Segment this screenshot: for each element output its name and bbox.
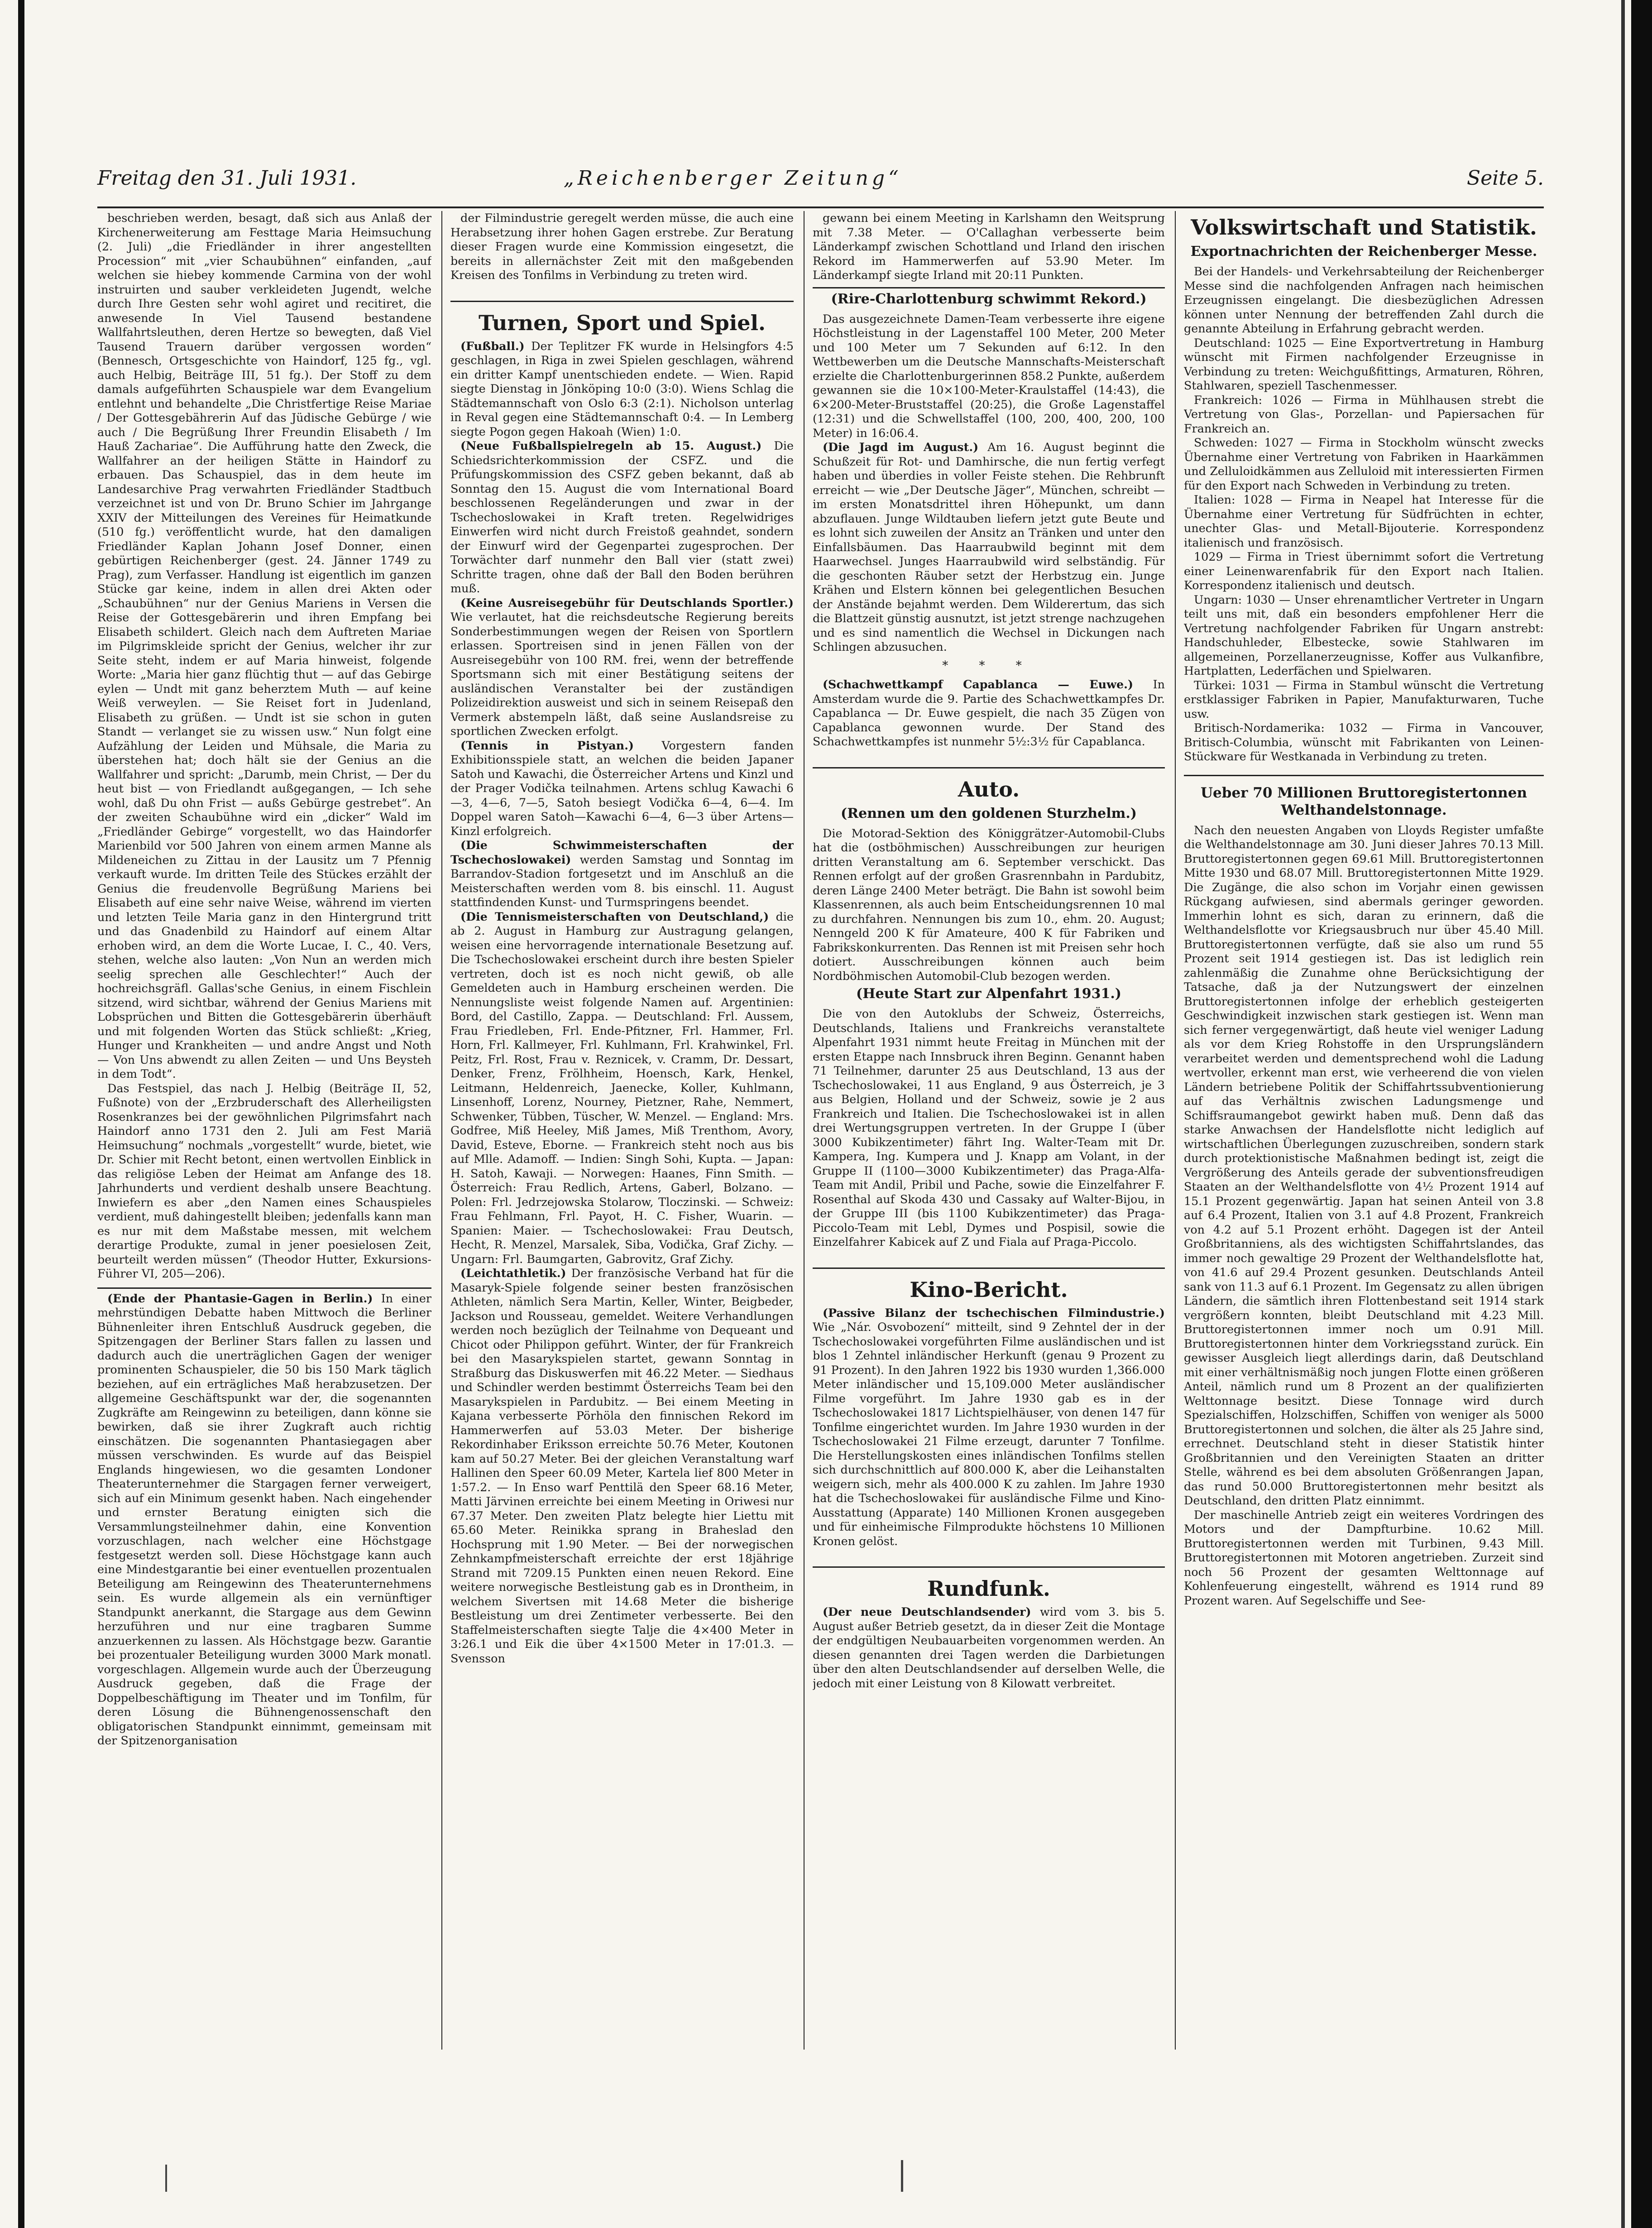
header-page-number: Seite 5. (1467, 167, 1544, 190)
scan-mark (165, 2165, 167, 2192)
section-heading-kino: Kino-Bericht. (813, 1268, 1165, 1302)
article-title: Ueber 70 Millionen Bruttoregistertonnen Welthandelstonnage. (1184, 775, 1544, 819)
article-paragraph (450, 339, 794, 439)
separator-stars: * * * (942, 658, 1035, 672)
article-text: Die Schiedsrichterkommission der CSFZ. und die Prüfungskommission des CSFZ geben bekannt, daß ab Sonntag den 15. August die vom International Board beschlossenen Regeländerungen und zwar in der Tschechoslowakei in Kraft treten. Regelwidriges Einwerfen wird nicht durch Freistoß geahndet, sondern der Einwurf wird der Gegenpartei zugesprochen. Der Torwächter darf nunmehr den Ball vier (statt zwei) Schritte tragen, ohne daß der Ball den Boden berühren muß. (450, 439, 794, 595)
article-paragraph (450, 439, 794, 596)
article-divider (813, 287, 1165, 288)
article-text: Der maschinelle Antrieb zeigt ein weiteres Vordringen des Motors und der Dampfturbine. 10.62 Mill. Bruttoregistertonnen werden mit Turbinen, 9.43 Mill. Bruttoregistertonnen mit Motoren angetrieben. Zurzeit sind noch 56 Prozent der gesamten Welttonnage auf Kohlenfeuerung eingestellt, während es 1914 rund 89 Prozent waren. Auf Segelschiffe und See- (1184, 1508, 1544, 1607)
article-title: (Passive Bilanz der tschechischen Filmindustrie.) (823, 1306, 1165, 1320)
article-text: Das Festspiel, das nach J. Helbig (Beiträge II, 52, Fußnote) von der „Erzbruderschaft des Allerheiligsten Rosenkranzes bei der gewöhnlichen Pilgrimsfahrt nach Haindorf anno 1731 den 2. Juli am Fest Mariä Heimsuchung“ nochmals „vorgestellt“ wurde, bietet, wie Dr. Schier mit Recht betont, einen wertvollen Einblick in das religiöse Leben der Heimat am Anfange des 18. Jahrhunderts und verdient deshalb unsere Beachtung. Inwiefern es aber „den Namen eines Schauspieles verdient, muß dahingestellt bleiben; jedenfalls kann man es nur mit dem Maßstabe messen, mit welchem derartige Produkte, zumal in jener poesielosen Zeit, beurteilt werden müssen“ (Theodor Hutter, Exkursions-Führer VI, 205—206). (97, 1081, 431, 1280)
article-title: (Heute Start zur Alpenfahrt 1931.) (856, 986, 1121, 1002)
article-title: (Schachwettkampf Capablanca — Euwe.) (823, 677, 1133, 691)
article-title: (Die Schwimmeisterschaften der Tschechoslowakei) (450, 838, 794, 866)
section-heading-sport: Turnen, Sport und Spiel. (450, 301, 794, 336)
article-title: (Fußball.) (460, 339, 525, 353)
header-rule (97, 206, 1544, 208)
article-text: der Filmindustrie geregelt werden müsse, die auch eine Herabsetzung ihrer hohen Gagen erstrebe. Zur Beratung dieser Fragen wurde eine Kommission eingesetzt, die bereits in allernächster Zeit mit den maßgebenden Kreisen des Tonfilms in Verbindung zu treten wird. (450, 211, 794, 282)
article-text: Der französische Verband hat für die Masaryk-Spiele folgende seiner besten französischen Athleten, nämlich Sera Martin, Keller, Winter, Beigbeder, Jackson und Rousseau, gemeldet. Weitere Verhandlungen werden noch bezüglich der Teilnahme von Dequeant und Chicot oder Philippon geführt. Winter, der für Frankreich bei den Masarykspielen startet, gewann Sonntag in Straßburg das Diskuswerfen mit 46.22 Meter. — Siedhaus und Schindler werden bestimmt Österreichs Team bei den Masarykspielen in Pardubitz. — Bei einem Meeting in Kajana verbesserte Pörhöla den finnischen Rekord im Hammerwerfen auf 53.03 Meter. Der bisherige Rekordinhaber Eriksson erreichte 50.76 Meter, Koutonen kam auf 50.27 Meter. Bei der gleichen Veranstaltung warf Hallinen den Speer 60.09 Meter, Kartela lief 800 Meter in 1:57.2. — In Enso warf Penttilä den Speer 68.16 Meter, Matti Järvinen erreichte bei einem Meeting in Oriwesi nur 67.37 Meter. Den zweiten Platz belegte hier Liettu mit 65.60 Meter. Reinikka sprang in Braheslad den Hochsprung mit 1.90 Meter. — Bei der norwegischen Zehnkampfmeisterschaft erreichte der erst 18jährige Strand mit 7209.15 Punkten einen neuen Rekord. Eine weitere norwegische Bestleistung gab es in Drontheim, in welchem Sivertsen mit 14.68 Meter die bisherige Bestleistung um drei Zentimeter verbesserte. Bei den Staffelmeisterschaften siegte Talje die 4×400 Meter in 3:26.1 und Eik die über 4×1500 Meter in 17:01.3. — Svensson (450, 1266, 794, 1665)
article-text: In Amsterdam wurde die 9. Partie des Schachwettkampfes Dr. Capablanca — Dr. Euwe gespielt, die nach 35 Zügen von Capablanca gewonnen wurde. Der Stand des Schachwettkampfes ist nunmehr 5½:3½ für Capablanca. (813, 677, 1165, 748)
scan-border-right-inner (1621, 0, 1625, 2228)
article-title: (Der neue Deutschlandsender) (823, 1605, 1031, 1618)
article-text: die ab 2. August in Hamburg zur Austragung gelangen, weisen eine hervorragende internationale Besetzung auf. Die Tschechoslowakei erscheint durch ihre besten Spieler vertreten, doch ist es noch nicht gewiß, ob alle Gemeldeten auch in Hamburg erscheinen werden. Die Nennungsliste weist folgende Namen auf. Argentinien: Bord, del Castillo, Zappa. — Deutschland: Frl. Aussem, Frau Friedleben, Frl. Ende-Pfitzner, Frl. Hammer, Frl. Horn, Frl. Kallmeyer, Frl. Kuhlmann, Frl. Krahwinkel, Frl. Peitz, Frl. Rost, Frau v. Reznicek, v. Cramm, Dr. Dessart, Denker, Frenz, Frölhheim, Hoensch, Kark, Henkel, Leitmann, Heldenreich, Jaenecke, Koller, Kuhlmann, Linsenhoff, Lorenz, Nourney, Pietzner, Rahe, Nemmert, Schwenker, Tübben, Tüscher, W. Menzel. — England: Mrs. Godfree, Miß Heeley, Miß James, Miß Trenthom, Avory, David, Esteve, Eborne. — Frankreich steht noch aus bis auf Mlle. Adamoff. — Indien: Singh Sohi, Kupta. — Japan: H. Satoh, Kawaji. — Norwegen: Haanes, Finn Smith. — Österreich: Frau Redlich, Artens, Gaberl, Bolzano. — Polen: Frl. Jedrzejowska Stolarow, Tloczinski. — Schweiz: Frau Fehlmann, Frl. Payot, H. C. Fisher, Wuarin. — Spanien: Maier. — Tschechoslowakei: Frau Deutsch, Hecht, R. Menzel, Marsalek, Siba, Vodička, Graf Zichy. — Ungarn: Frl. Baumgarten, Gabrovitz, Graf Zichy. (450, 909, 794, 1266)
article-title: (Leichtathletik.) (460, 1266, 566, 1280)
page-header (97, 167, 1544, 205)
article-paragraph (813, 677, 1165, 749)
article-text: Vorgestern fanden Exhibitionsspiele statt, an welchen die beiden Japaner Satoh und Kawachi, die Österreicher Artens und Kinzl und der Prager Vodička teilnahmen. Artens schlug Kawachi 6—3, 4—6, 7—5, Satoh besiegt Vodička 6—4, 6—4. Im Doppel waren Satoh—Kawachi 6—4, 6—3 über Artens—Kinzl erfolgreich. (450, 738, 794, 838)
article-title: (Rennen um den goldenen Sturzhelm.) (841, 805, 1137, 821)
article-text: Die von den Autoklubs der Schweiz, Österreichs, Deutschlands, Italiens und Frankreichs veranstaltete Alpenfahrt 1931 nimmt heute Freitag in München mit der ersten Etappe nach Innsbruck ihren Beginn. Genannt haben 71 Teilnehmer, darunter 25 aus Deutschland, 13 aus der Tschechoslowakei, 11 aus England, 9 aus Österreich, je 3 aus Belgien, Holland und der Schweiz, sowie je 2 aus Frankreich und Italien. Die Tschechoslowakei ist in allen drei Wertungsgruppen vertreten. In der Gruppe I (über 3000 Kubikzentimeter) fährt Ing. Walter-Team mit Dr. Kampera, Ing. Kumpera und J. Knapp am Volant, in der Gruppe II (1100—3000 Kubikzentimeter) das Praga-Alfa-Team mit Andil, Pribil und Pache, sowie die Einzelfahrer F. Rosenthal auf Skoda 430 und Cassaky auf Walter-Bijou, in der Gruppe III (bis 1100 Kubikzentimeter) das Praga-Piccolo-Team mit Lebl, Dymes und Pospisil, sowie die Einzelfahrer Kabicek auf Z und Fiala auf Praga-Piccolo. (813, 1007, 1165, 1248)
article-title: Exportnachrichten der Reichenberger Messe. (1190, 244, 1537, 259)
scan-border-right (1631, 0, 1652, 2228)
article-paragraph (813, 1605, 1165, 1690)
header-masthead: „Reichenberger Zeitung“ (564, 167, 902, 190)
article-text: Schweden: 1027 — Firma in Stockholm wünscht zwecks Übernahme einer Vertretung von Fabriken in Haarkämmen und Zelluloidkämmen aus Zelluloid mit interessierten Firmen für den Export nach Schweden in Verbindung zu treten. (1184, 436, 1544, 492)
article-title: (Ende der Phantasie-Gagen in Berlin.) (107, 1291, 373, 1305)
article-divider (97, 1287, 431, 1289)
column-rule (441, 211, 442, 2050)
article-title: (Neue Fußballspielregeln ab 15. August.) (460, 439, 762, 452)
article-paragraph (813, 1306, 1165, 1549)
article-text: beschrieben werden, besagt, daß sich aus Anlaß der Kirchenerweiterung am Festtage Maria Heimsuchung (2. Juli) „die Friedländer in ihrer angestellten Procession“ mit „vier Schaubühnen“ einfanden, „auf welchen sie hiebey kommende Carmina von der wohl instruirten und sauber verkleideten Jugendt, welche durch Ihre Gesten sehr wohl agiret und recitiret, die anwesende In Viel Tausend bestandene Wallfahrtsleuthen, deren Hertze so bewegten, daß Viel Tausend Trauern darüber vergossen worden“ (Bennesch, Ortsgeschichte von Haindorf, 125 fg., vgl. auch Helbig, Beiträge III, 51 fg.). Der Stoff zu dem damals aufgeführten Schauspiele war dem Evangelium entlehnt und behandelte „Die Christfertige Reise Mariae / Der Gottesgebährerin Auf das Jüdische Gebürge / wie auch / Die Begrüßung Ihrer Freundin Elisabeth / Im Hauß Zachariae“. Die Aufführung hatte den Zweck, die Wallfahrer an der heiligen Stätte in Haindorf zu erbauen. Das Schauspiel, das in dem heute im Landesarchive Prag verwahrten Friedländer Stadtbuch verzeichnet ist und von Dr. Bruno Schier im Jahrgange XXIV der Mitteilungen des Vereines für Heimatkunde (510 fg.) veröffentlicht wurde, hat den damaligen Friedländer Kaplan Johann Josef Donner, einen gebürtigen Reichenberger (gest. 24. Jänner 1749 zu Prag), zum Verfasser. Handlung ist eigentlich im ganzen Stücke gar keine, indem in allen drei Akten oder „Schaubühnen“ nur der Genius Mariens in Versen die Reise der Gottesgebärerin und ihren Empfang bei Elisabeth schildert. Gleich nach dem Auftreten Mariae im Pilgrimskleide spricht der Genius, welcher ihr zur Seite steht, indem er auf Maria hinweist, folgende Worte: „Maria hier ganz flüchtig thut — auf das Gebirge eylen — Undt mit ganz beherztem Muth — auf keine Weiß verweylen. — Sie Reiset fort in Judenland, Elisabeth zu grüßen. — Undt ist sie schon in guten Standt — verlanget sie zu wissen usw.“ Nun folgt eine Aufzählung der Leiden und Mühsale, die Maria zu überstehen hat; doch hält sie der Genius an die Wallfahrer und spricht: „Darumb, mein Christ, — Der du heut bist — von Friedlandt außgegangen, — Ich sehe wohl, daß Du ohn Frist — außs Gebürge gestrebet“. An der zweiten Schaubühne wird ein „dicker“ Wald im „Friedländer Gebirge“ vorgestellt, wo das Haindorfer Marienbild vor 500 Jahren von einem armen Manne als Mildeneichen zu Zittau in der Lausitz um 7 Pfennig verkauft wurde. Im dritten Teile des Stückes erzählt der Genius die freudenvolle Begrüßung Mariens bei Elisabeth auf eine sehr naive Weise, während im vierten und letzten Teile Maria ganz in den Hintergrund tritt und das Gnadenbild zu Haindorf auf einem Altar erhoben wird, an dem die Worte Lucae, I. C., 40. Vers, stehen, welche also lauten: „Von Nun an werden mich seelig sprechen alle Geschlechter!“ Auch der hochreichsgräfl. Gallas'sche Genius, in einem Fischlein sitzend, wird sichtbar, während der Genius Mariens mit Lobsprüchen und Bitten die Gottesgebärerin überhäuft und mit folgenden Worten das Stück schließt: „Krieg, Hunger und Krankheiten — und andre Angst und Noth — Von Uns abwendt zu allen Zeiten — und Uns Beysteh in dem Todt“. (97, 211, 431, 1080)
article-text: In einer mehrstündigen Debatte haben Mittwoch die Berliner Bühnenleiter ihren Entschluß Ausdruck gegeben, die Spitzengagen der Berliner Stars fallen zu lassen und dadurch auch die unerträglichen Gagen der weniger prominenten Schauspieler, die 50 bis 150 Mark täglich beziehen, auf ein erträgliches Maß herabzusetzen. Der allgemeine Geschäftspunkt war der, die sogenannten Zugkräfte am Reingewinn zu beteiligen, dann könne sie bewirken, daß sie ihrer Zugkraft auch richtig einschätzen. Die sogenannten Phantasiegagen aber müssen verschwinden. Es wurde auf das Beispiel Englands hingewiesen, wo die gesamten Londoner Theaterunternehmer die Stargagen ferner verweigert, sich auf ein Minimum gesenkt haben. Nach eingehender und ernster Beratung einigten sich die Versammlungsteilnehmer dahin, eine Konvention vorzuschlagen, nach welcher eine Höchstgage festgesetzt werden soll. Diese Höchstgage kann auch eine Mindestgarantie bei einer eventuellen prozentualen Beteiligung am Reingewinn des Theaterunternehmens sein. Es wurde allgemein als ein vernünftiger Standpunkt anerkannt, die Stargage aus dem Gewinn herzuführen und nur eine tragbaren Summe anzuerkennen zu lassen. Als Höchstgage bezw. Garantie bei prozentualer Beteiligung wurden 3000 Mark monatl. vorgeschlagen. Allgemein wurde auch der Überzeugung Ausdruck gegeben, daß die Frage der Doppelbeschäftigung im Theater und im Tonfilm, für deren Lösung die Bühnengenossenschaft den obligatorischen Standpunkt einnimmt, gemeinsam mit der Spitzenorganisation (97, 1291, 431, 1747)
article-text: gewann bei einem Meeting in Karlshamn den Weitsprung mit 7.38 Meter. — O'Callaghan verbesserte beim Länderkampf zwischen Schottland und Irland den irischen Rekord im Hammerwerfen auf 53.90 Meter. Im Länderkampf siegte Irland mit 20:11 Punkten. (813, 211, 1165, 282)
article-text: Ungarn: 1030 — Unser ehrenamtlicher Vertreter in Ungarn teilt uns mit, daß ein besonders empfohlener Herr die Vertretung nachfolgender Fabriken für Ungarn anstrebt: Handschuhleder, Elbestecke, sowie Stahlwaren im allgemeinen, Porzellanerzeugnisse, Koffer aus Vulkanfibre, Hartplatten, Lederfächen und Spielwaren. (1184, 592, 1544, 677)
article-text: Der Teplitzer FK wurde in Helsingfors 4:5 geschlagen, in Riga in zwei Spielen geschlagen, während ein dritter Kampf unentschieden endete. — Wien. Rapid siegte Dienstag in Jönköping 10:0 (3:0). Wiens Schlag die Städtemannschaft von Oslo 6:3 (2:1). Nicholson unterlag in Reval gegen eine Städtemannschaft 0:4. — In Lemberg siegte Pogon gegen Hakoah (Wien) 1:0. (450, 339, 794, 438)
article-text: Nach den neuesten Angaben von Lloyds Register umfaßte die Welthandelstonnage am 30. Juni dieser Jahres 70.13 Mill. Bruttoregistertonnen gegen 69.61 Mill. Bruttoregistertonnen Mitte 1930 und 68.07 Mill. Bruttoregistertonnen Mitte 1929. Die Zugänge, die also schon im Vorjahr einen gewissen Rückgang aufwiesen, sind abermals geringer geworden. Immerhin lohnt es sich, daran zu erinnern, daß die Welthandelsflotte vor Kriegsausbruch nur über 45.40 Mill. Bruttoregistertonnen verfügte, daß sie also um rund 55 Prozent seit 1914 gestiegen ist. Das ist lediglich rein zahlenmäßig die Zunahme ohne Berücksichtigung der Tatsache, daß ja der Nutzungswert der einzelnen Bruttoregistertonnen infolge der erheblich gesteigerten Geschwindigkeit inzwischen stark gestiegen ist. Wenn man sich ferner vergegenwärtigt, daß heute viel weniger Ladung als vor dem Krieg Rohstoffe in den Ursprungsländern verarbeitet werden und dementsprechend wohl die Ladung wertvoller, erkennt man erst, wie verheerend die von vielen Ländern betriebene Politik der Schiffahrtssubventionierung auf das Verhältnis zwischen Ladungsmenge und Schiffsraumangebot gewirkt haben muß. Denn daß das starke Anwachsen der Handelsflotte nicht lediglich auf wirtschaftlichen Überlegungen zuzuschreiben, sondern stark durch protektionistische Maßnahmen bedingt ist, zeigt die Vergrößerung des Anteils gerade der subventionsfreudigen Staaten an der Welthandelsflotte von 4½ Prozent 1914 auf 15.1 Prozent gegenwärtig. Japan hat seinen Anteil von 3.8 auf 6.4 Prozent, Italien von 3.1 auf 4.8 Prozent, Frankreich von 4.2 auf 5.1 Prozent erhöht. Dagegen ist der Anteil Großbritanniens, als des wichtigsten Schiffahrtslandes, das immer noch gewaltige 29 Prozent der Welthandelsflotte hat, von 41.6 auf 29.4 Prozent gesunken. Deutschlands Anteil sank von 11.3 auf 6.1 Prozent. Im Gegensatz zu allen übrigen Ländern, die sämtlich ihren Flottenbestand seit 1914 stark vergrößern konnten, bleibt Deutschland mit 4.23 Mill. Bruttoregistertonnen immer noch um 0.91 Mill. Bruttoregistertonnen hinter dem Vorkriegsstand zurück. Ein gewisser Ausgleich liegt allerdings darin, daß Deutschland mit einer verhältnismäßig noch jungen Flotte einen größeren Anteil, nämlich rund um 8 Prozent an der qualifizierten Welttonnage besitzt. Diese Tonnage wird durch Spezialschiffen, Holzschiffen, Schiffen von weniger als 5000 Bruttoregistertonnen und solchen, die älter als 25 Jahre sind, errechnet. Deutschland steht in dieser Statistik hinter Großbritannien und den Vereinigten Staaten an dritter Stelle, während es bei dem absoluten Größenrangen Japan, das rund 50.000 Bruttoregistertonnen mehr besitzt als Deutschland, den dritten Platz einnimmt. (1184, 823, 1544, 1507)
scan-border-left (18, 0, 24, 2228)
article-text: Wie „Nár. Osvobození“ mitteilt, sind 9 Zehntel der in der Tschechoslowakei vorgeführten Filme ausländischen und ist blos 1 Zehntel inländischer Herkunft (genau 9 Prozent zu 91 Prozent). In den Jahren 1922 bis 1930 wurden 1,366.000 Meter inländischer und 15,109.000 Meter ausländischer Filme vorgeführt. Im Jahre 1930 gab es in der Tschechoslowakei 1817 Lichtspielhäuser, von denen 147 für Tonfilme eingerichtet wurden. Im Jahre 1930 wurden in der Tschechoslowakei 21 Filme erzeugt, darunter 7 Tonfilme. Die Herstellungskosten eines inländischen Tonfilms stellen sich durchschnittlich auf 800.000 K, aber die Leihanstalten weigern sich, mehr als 400.000 K zu zahlen. Im Jahre 1930 hat die Tschechoslowakei für ausländische Filme und Kino-Ausstattung (Apparate) 140 Millionen Kronen ausgegeben und für einheimische Filmprodukte höchstens 10 Millionen Kronen gelöst. (813, 1320, 1165, 1548)
article-title: (Tennis in Pistyan.) (460, 738, 634, 752)
column-3 (813, 211, 1165, 2045)
article-text: werden Samstag und Sonntag im Barrandov-Stadion fortgesetzt und im Anschluß an die Meisterschaften werden vom 8. bis einschl. 11. August stattfindenden Kunst- und Turmspringens beendet. (450, 852, 794, 909)
article-text: Am 16. August beginnt die Schußzeit für Rot- und Damhirsche, die nun fertig verfegt haben und überdies in voller Feiste stehen. Die Rehbrunft erreicht — wie „Der Deutsche Jäger“, München, schreibt — im ersten Monatsdrittel ihren Höhepunkt, um dann abzuflauen. Junge Wildtauben liefern jetzt gute Beute und es lohnt sich zuweilen der Ansitz an Tränken und unter den Einfallsbäumen. Das Haarraubwild beginnt mit dem Haarwechsel. Junges Haarraubwild wird selbständig. Für die geschonten Räuber setzt der Herbstzug ein. Junge Krähen und Elstern können bei gelegentlichen Besuchen der Anstände bejahmt werden. Dem Wilderertum, das sich die Blattzeit günstig ausnutzt, ist jetzt strenge nachzugehen und es sind namentlich die Wechsel in Dickungen nach Schlingen abzusuchen. (813, 440, 1165, 653)
article-text: Britisch-Nordamerika: 1032 — Firma in Vancouver, Britisch-Columbia, wünscht mit Fabrikanten von Leinen-Stückware für Westkanada in Verbindung zu treten. (1184, 721, 1544, 763)
column-1 (97, 211, 431, 2045)
article-text: Die Motorad-Sektion des Königgrätzer-Automobil-Clubs hat die (ostböhmischen) Ausschreibungen zur heurigen dritten Veranstaltung am 6. September verschickt. Das Rennen erfolgt auf der großen Grasrennbahn in Pardubitz, deren Länge 2400 Meter beträgt. Die Bahn ist sowohl beim Klassenrennen, als auch beim Entscheidungsrennen 10 mal zu durchfahren. Nennungen bis zum 10., ehm. 20. August; Nenngeld 200 K für Amateure, 400 K für Fabriken und Fabrikskonkurrenten. Das Rennen ist mit Preisen sehr hoch dotiert. Ausschreibungen können auch beim Nordböhmischen Automobil-Club bezogen werden. (813, 826, 1165, 983)
article-text: Das ausgezeichnete Damen-Team verbesserte ihre eigene Höchstleistung in der Lagenstaffel 100 Meter, 200 Meter und 100 Meter um 7 Sekunden auf 6:12. In den Wettbewerben um die Deutsche Mannschafts-Meisterschaft erzielte die Charlottenburgerinnen 858.2 Punkte, außerdem gewannen sie die 10×100-Meter-Kraulstaffel (14:43), die 6×200-Meter-Bruststaffel (20:25), die Große Lagenstaffel (12:31) und die Schwellstaffel (100, 200, 400, 200, 100 Meter) in 16:06.4. (813, 312, 1165, 440)
section-heading-volkswirtschaft: Volkswirtschaft und Statistik. (1191, 215, 1537, 240)
article-paragraph (450, 1266, 794, 1666)
article-paragraph (450, 910, 794, 1267)
section-heading-auto: Auto. (813, 767, 1165, 802)
article-text: Türkei: 1031 — Firma in Stambul wünscht die Vertretung erstklassiger Fabriken in Papier, Manufakturwaren, Tuche usw. (1184, 678, 1544, 720)
column-2 (450, 211, 794, 2045)
header-date: Freitag den 31. Juli 1931. (97, 167, 357, 190)
article-title: (Rire-Charlottenburg schwimmt Rekord.) (831, 291, 1147, 307)
article-title: (Die Jagd im August.) (823, 440, 979, 454)
article-paragraph (450, 596, 794, 739)
article-text: Wie verlautet, hat die reichsdeutsche Regierung bereits Sonderbestimmungen wegen der Reisen von Sportlern erlassen. Sportreisen sind in jenen Fällen von der Ausreisegebühr von 100 RM. frei, wenn der betreffende Sportsmann sich mit einer Bestätigung seitens der ausländischen Veranstalter bei der zuständigen Polizeidirektion ausweist und sich in seinem Reisepaß den Vermerk abstempeln läßt, daß seine Auslandsreise zu sportlichen Zwecken erfolgt. (450, 610, 794, 738)
article-text: Deutschland: 1025 — Eine Exportvertretung in Hamburg wünscht mit Firmen nachfolgender Erzeugnisse in Verbindung zu treten: Weichgußfittings, Armaturen, Röhren, Stahlwaren, speziell Taschenmesser. (1184, 336, 1544, 392)
article-text: wird vom 3. bis 5. August außer Betrieb gesetzt, da in dieser Zeit die Montage der endgültigen Neubauarbeiten vorgenommen werden. An diesen genannten drei Tagen werden die Darbietungen über den alten Deutschlandsender auf derselben Welle, die jedoch mit einer Leistung von 8 Kilowatt verbreitet. (813, 1605, 1165, 1690)
article-title: (Keine Ausreisegebühr für Deutschlands Sportler.) (460, 595, 794, 610)
column-4 (1184, 211, 1544, 2045)
article-paragraph (450, 739, 794, 839)
section-heading-rundfunk: Rundfunk. (813, 1566, 1165, 1601)
article-paragraph (97, 1292, 431, 1748)
article-text: 1029 — Firma in Triest übernimmt sofort die Vertretung einer Leinenwarenfabrik für den Export nach Italien. Korrespondenz italienisch und deutsch. (1184, 550, 1544, 592)
article-paragraph (813, 440, 1165, 654)
article-text: Italien: 1028 — Firma in Neapel hat Interesse für die Übernahme einer Vertretung für Südfrüchten in echter, unechter Glas- und Metall-Bijouterie. Korrespondenz italienisch und französisch. (1184, 493, 1544, 549)
article-text: Bei der Handels- und Verkehrsabteilung der Reichenberger Messe sind die nachfolgenden Anfragen nach heimischen Erzeugnissen eingelangt. Die diesbezüglichen Adressen können unter Nennung der betreffenden Zahl durch die genannte Abteilung in Erfahrung gebracht werden. (1184, 264, 1544, 335)
scan-mark (901, 2160, 903, 2192)
article-text: Frankreich: 1026 — Firma in Mühlhausen strebt die Vertretung von Glas-, Porzellan- und Papiersachen für Frankreich an. (1184, 393, 1544, 435)
column-rule (1175, 211, 1176, 2050)
article-title: (Die Tennismeisterschaften von Deutschland,) (460, 909, 769, 923)
article-paragraph (450, 838, 794, 910)
